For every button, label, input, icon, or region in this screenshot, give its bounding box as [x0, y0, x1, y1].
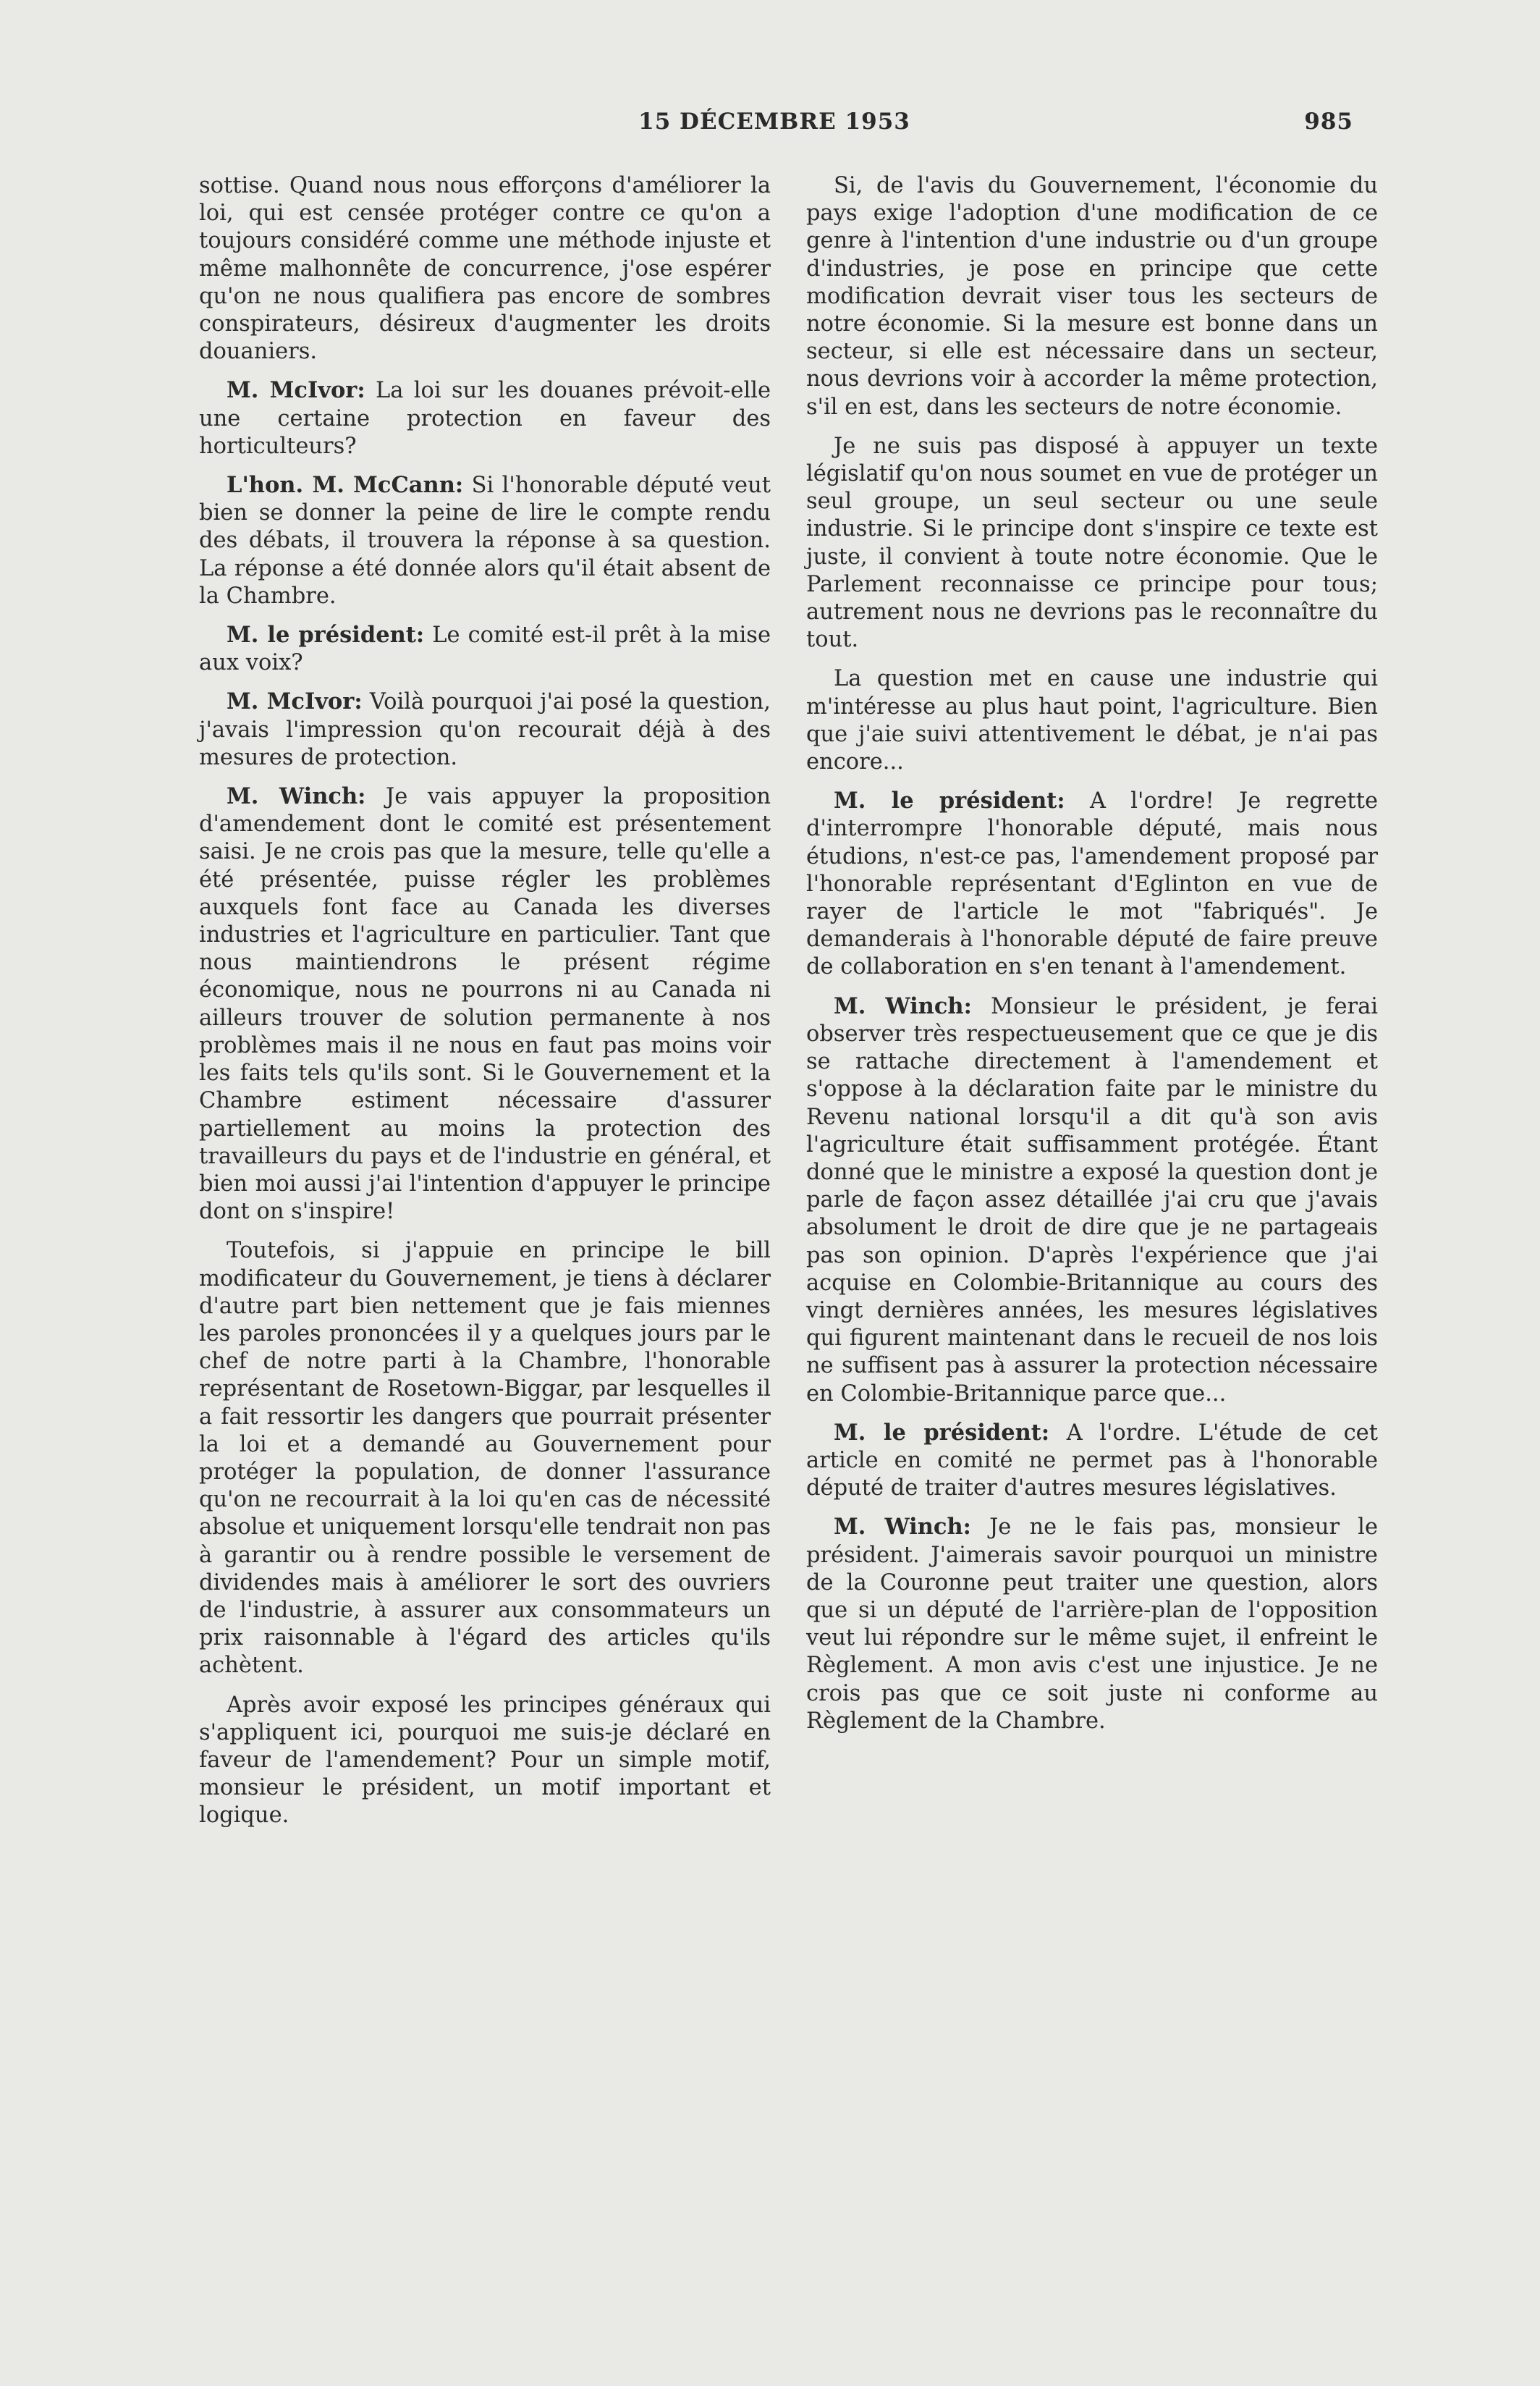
page-number: 985 [1304, 109, 1353, 135]
paragraph-text: sottise. Quand nous nous efforçons d'améliorer la loi, qui est censée protéger contre ce qu'on a toujours considéré comme une méthode injuste et même malhonnête de concurrence, j'ose espérer qu'on ne nous qualifiera pas encore de sombres conspirateurs, désireux d'augmenter les droits douaniers. [199, 173, 771, 365]
left-column [199, 172, 771, 1841]
paragraph [806, 1419, 1378, 1503]
speaker-name: M. Winch: [227, 783, 366, 810]
paragraph [806, 992, 1378, 1408]
speaker-name: L'hon. M. McCann: [227, 472, 464, 499]
paragraph [199, 688, 771, 772]
paragraph [199, 621, 771, 677]
paragraph [806, 1513, 1378, 1735]
paragraph-text: Monsieur le président, je ferai observer très respectueusement que ce que je dis se rattache directement à l'amendement et s'oppose à la déclaration faite par le ministre du Revenu national lorsqu'il a dit qu'à son avis l'agriculture était suffisamment protégée. Étant donné que le ministre a exposé la question dont je parle de façon assez détaillée j'ai cru que j'avais absolument le droit de dire que je ne partageais pas son opinion. D'après l'expérience que j'ai acquise en Colombie-Britannique au cours des vingt dernières années, les mesures législatives qui figurent maintenant dans le recueil de nos lois ne suffisent pas à assurer la protection nécessaire en Colombie-Britannique parce que... [806, 993, 1379, 1407]
paragraph [806, 665, 1378, 776]
speaker-name: M. McIvor: [227, 377, 365, 404]
paragraph [806, 172, 1378, 421]
paragraph [199, 783, 771, 1226]
speaker-name: M. Winch: [834, 992, 972, 1019]
paragraph-text: La loi sur les douanes prévoit-elle une certaine protection en faveur des horticulteurs? [199, 378, 771, 459]
speaker-name: M. le président: [834, 788, 1065, 814]
paragraph-text: Si l'honorable député veut bien se donner la peine de lire le compte rendu des débats, il trouvera la réponse à sa question. La réponse a été donnée alors qu'il était absent de la Chambre. [199, 473, 771, 609]
right-column [806, 172, 1378, 1746]
paragraph-text: Je ne suis pas disposé à appuyer un texte législatif qu'on nous soumet en vue de protéger un seul groupe, un seul secteur ou une seule industrie. Si le principe dont s'inspire ce texte est juste, il convient à toute notre économie. Que le Parlement reconnaisse ce principe pour tous; autrement nous ne devrions pas le reconnaître du tout. [806, 433, 1378, 653]
speaker-name: M. Winch: [834, 1514, 971, 1540]
paragraph-text: A l'ordre. L'étude de cet article en comité ne permet pas à l'honorable député de traiter d'autres mesures législatives. [806, 1420, 1378, 1501]
paragraph-text: Voilà pourquoi j'ai posé la question, j'avais l'impression qu'on recourait déjà à des mesures de protection. [199, 689, 771, 770]
speaker-name: M. le président: [834, 1419, 1050, 1446]
paragraph-text: Si, de l'avis du Gouvernement, l'économie du pays exige l'adoption d'une modification de ce genre à l'intention d'une industrie ou d'un groupe d'industries, je pose en principe que cette modification devrait viser tous les secteurs de notre économie. Si la mesure est bonne dans un secteur, si elle est nécessaire dans un secteur, nous devrions voir à accorder la même protection, s'il en est, dans les secteurs de notre économie. [806, 173, 1378, 420]
paragraph [199, 376, 771, 460]
paragraph-text: Toutefois, si j'appuie en principe le bill modificateur du Gouvernement, je tiens à déclarer d'autre part bien nettement que je fais miennes les paroles prononcées il y a quelques jours par le chef de notre parti à la Chambre, l'honorable représentant de Rosetown-Biggar, par lesquelles il a fait ressortir les dangers que pourrait présenter la loi et a demandé au Gouvernement pour protéger la population, de donner l'assurance qu'on ne recourrait à la loi qu'en cas de nécessité absolue et uniquement lorsqu'elle tendrait non pas à garantir ou à rendre possible le versement de dividendes mais à améliorer le sort des ouvriers de l'industrie, à assurer aux consommateurs un prix raisonnable à l'égard des articles qu'ils achètent. [199, 1238, 771, 1679]
paragraph-text: Je vais appuyer la proposition d'amendement dont le comité est présentement saisi. Je ne crois pas que la mesure, telle qu'elle a été présentée, puisse régler les problèmes auxquels font face au Canada les diverses industries et l'agriculture en particulier. Tant que nous maintiendrons le présent régime économique, nous ne pourrons ni au Canada ni ailleurs trouver de solution permanente à nos problèmes mais il ne nous en faut pas moins voir les faits tels qu'ils sont. Si le Gouvernement et la Chambre estiment nécessaire d'assurer partiellement au moins la protection des travailleurs du pays et de l'industrie en général, et bien moi aussi j'ai l'intention d'appuyer le principe dont on s'inspire! [199, 784, 771, 1225]
paragraph-text: Le comité est-il prêt à la mise aux voix? [199, 623, 771, 676]
paragraph [199, 1236, 771, 1679]
paragraph-text: A l'ordre! Je regrette d'interrompre l'honorable député, mais nous étudions, n'est-ce pas, l'amendement proposé par l'honorable représentant d'Eglinton en vue de rayer de l'article le mot "fabriqués". Je demanderais à l'honorable député de faire preuve de collaboration en s'en tenant à l'amendement. [806, 788, 1378, 980]
paragraph-text: La question met en cause une industrie qui m'intéresse au plus haut point, l'agriculture. Bien que j'aie suivi attentivement le débat, je n'ai pas encore... [806, 666, 1378, 775]
header-date: 15 DÉCEMBRE 1953 [638, 109, 910, 135]
speaker-name: M. le président: [227, 622, 425, 649]
paragraph [806, 432, 1378, 654]
page-header [195, 109, 1353, 145]
paragraph [199, 172, 771, 366]
paragraph [199, 1691, 771, 1830]
paragraph [806, 787, 1378, 981]
speaker-name: M. McIvor: [227, 688, 363, 715]
paragraph-text: Après avoir exposé les principes généraux qui s'appliquent ici, pourquoi me suis-je déclaré en faveur de l'amendement? Pour un simple motif, monsieur le président, un motif important et logique. [199, 1692, 771, 1829]
paragraph [199, 471, 771, 610]
paragraph-text: Je ne le fais pas, monsieur le président. J'aimerais savoir pourquoi un ministre de la Couronne peut traiter une question, alors que si un député de l'arrière-plan de l'opposition veut lui répondre sur le même sujet, il enfreint le Règlement. A mon avis c'est une injustice. Je ne crois pas que ce soit juste ni conforme au Règlement de la Chambre. [806, 1514, 1378, 1734]
